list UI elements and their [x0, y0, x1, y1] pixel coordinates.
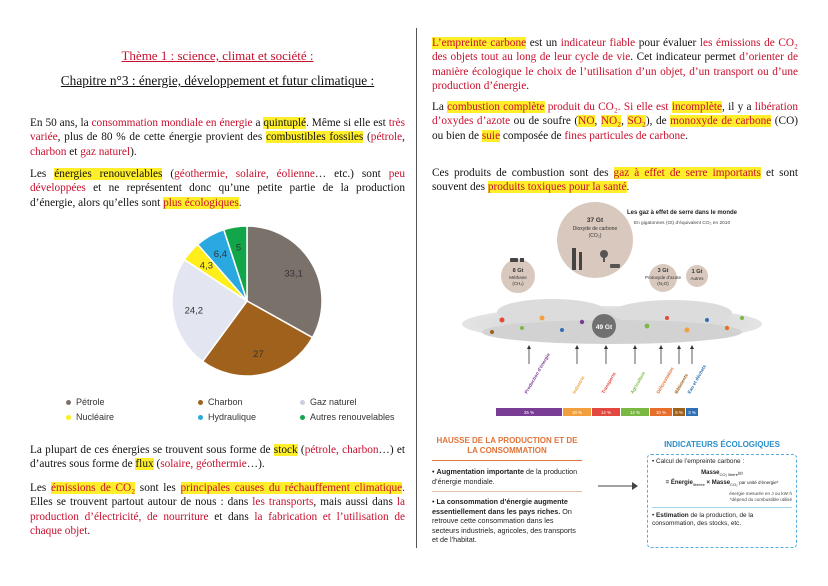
sector-pct-1: 25 % [523, 410, 535, 416]
formula-note-1: énergie mesurée en J ou kW·h [729, 491, 792, 497]
carbon-formula: Masse$_{CO_2 libéré}$(g) = Énergie$_{libérée}$ × Masse$_{CO_2}$ par unité d’énergie* [665, 470, 779, 488]
ch4-name: Méthane [509, 275, 527, 280]
energy-mix-pie-chart [30, 224, 405, 384]
box-right-sep [652, 507, 792, 508]
sector-pct-2: 18 % [571, 410, 583, 416]
sector-pct-4: 14 % [629, 410, 641, 416]
chapter-title: Chapitre n°3 : énergie, développement et futur climatique : [60, 73, 375, 88]
sector-pct-5: 10 % [655, 410, 667, 416]
pie-label-4: 4,3 [199, 260, 213, 272]
pie-label-2: 27 [253, 348, 264, 360]
paragraph-renewables: Les énergies renouvelables (géothermie, solaire, éolienne… etc.) sont peu développées et ne représentent donc qu’une petite partie de la production d’énergie, alors qu’elles sont plus écologiques. [30, 168, 405, 209]
co2-bubble [557, 202, 633, 278]
paragraph-carbon-footprint: L’empreinte carbone est un indicateur fiable pour évaluer les émissions de CO₂ des objets tout au long de leur cycle de vie. Cet indicateur permet d’orienter de manière écologique le choix de l’utilisation d’un objet, d’un transport ou d’une production d’énergie. [432, 37, 798, 93]
legend-label: Gaz naturel [310, 397, 357, 407]
legend-label: Nucléaire [76, 412, 115, 422]
car-icon [610, 264, 620, 268]
legend-item-3 [300, 397, 357, 407]
n2o-formula: (N₂O) [657, 281, 669, 286]
legend-swatch [300, 400, 305, 405]
sector-arrowhead-4 [633, 345, 637, 349]
ghg-infographic [432, 200, 798, 422]
legend-item-1 [66, 397, 105, 407]
paragraph-combustion-products: Ces produits de combustion sont des gaz à effet de serre importants et sont souvent des produits toxiques pour la santé. [432, 167, 798, 194]
legend-item-6 [300, 412, 395, 422]
sector-pct-6: 6 % [675, 410, 683, 416]
theme-title: Thème 1 : science, climat et société : [121, 48, 314, 63]
ch4-value: 8 Gt [512, 268, 524, 274]
box-right-frame [647, 454, 797, 548]
legend-item-2 [198, 397, 243, 407]
paragraph-stock-flux: La plupart de ces énergies se trouvent sous forme de stock (pétrole, charbon…) et d’autres sous forme de flux (solaire, géothermie…). [30, 444, 405, 471]
total-value: 49 Gt [595, 324, 613, 331]
sector-group [496, 345, 707, 416]
legend-label: Pétrole [76, 397, 105, 407]
co2-formula: (CO₂) [588, 233, 602, 239]
sector-name-1: Production d’énergie [523, 352, 551, 395]
legend-swatch [66, 400, 71, 405]
legend-swatch [198, 415, 203, 420]
sector-name-5: Déforestation [655, 366, 675, 395]
n2o-value: 3 Gt [657, 268, 669, 274]
paragraph-co2-emissions: Les émissions de CO₂ sont les principales causes du réchauffement climatique. Elles se trouvent partout autour de nous : dans les transports, mais aussi dans la production d’électricité, de nourriture et dans la fabrication et l’utilisation de chaque objet. [30, 482, 405, 538]
other-value: 1 Gt [691, 269, 703, 275]
legend-swatch [198, 400, 203, 405]
formula-note-2: *dépend du combustible utilisé [729, 497, 792, 503]
legend-label: Hydraulique [208, 412, 257, 422]
ghg-subtitle: En gigatonnes (Gt) d’équivalent CO₂ en 2010 [633, 221, 731, 226]
other-name: Autres [690, 276, 704, 281]
pie-label-5: 6,4 [213, 249, 228, 261]
ghg-title: Les gaz à effet de serre dans le monde [626, 210, 738, 216]
sector-name-6: Bâtiments [673, 372, 689, 395]
sector-arrowhead-5 [659, 345, 663, 349]
pie-label-3: 24,2 [184, 305, 204, 317]
box-left-title: HAUSSE DE LA PRODUCTION ET DE LA CONSOMMATION [436, 436, 578, 455]
paragraph-energy-consumption: En 50 ans, la consommation mondiale en énergie a quintuplé. Même si elle est très variée, plus de 80 % de cette énergie provient des combustibles fossiles (pétrole, charbon et gaz naturel). [30, 117, 405, 158]
n2o-name: Protoxyde d’azote [644, 275, 682, 280]
sector-name-2: Industrie [571, 375, 586, 395]
sector-arrowhead-7 [690, 345, 694, 349]
legend-label: Charbon [208, 397, 243, 407]
legend-item-4 [66, 412, 114, 422]
sector-pct-3: 14 % [600, 410, 612, 416]
pie-label-6: 5 [235, 242, 242, 254]
box-left-bullet-1: • Augmentation importante de la production d’énergie mondiale. [432, 467, 578, 486]
legend-label: Autres renouvelables [310, 412, 395, 422]
sector-arrowhead-1 [527, 345, 531, 349]
legend-swatch [300, 415, 305, 420]
sector-name-7: Eau et déchets [686, 363, 708, 395]
calc-label: • Calcul de l’empreinte carbone : [652, 458, 745, 465]
sector-pct-7: 3 % [688, 410, 696, 416]
box-right-bullet-2: • Estimation de la production, de la consommation, des stocks, etc. [652, 512, 754, 528]
sector-arrowhead-6 [677, 345, 681, 349]
ecological-indicators-box [647, 440, 797, 552]
production-consumption-box [432, 436, 582, 556]
co2-name: Dioxyde de carbone [572, 226, 618, 232]
arrow-icon [598, 480, 638, 492]
sector-arrowhead-3 [604, 345, 608, 349]
legend-item-5 [198, 412, 256, 422]
cow-icon [510, 258, 524, 262]
box-left-rule [432, 460, 582, 461]
box-left-bullet-2: • La consommation d’énergie augmente essentiellement dans les pays riches. On retrouve cette consommation dans les secteurs industriels, agricoles, des transports et de l’habitat. [432, 497, 576, 544]
sector-arrowhead-2 [575, 345, 579, 349]
co2-value: 37 Gt [586, 217, 604, 224]
sector-name-4: Agriculture [629, 370, 647, 395]
paragraph-combustion: La combustion complète produit du CO₂. Si elle est incomplète, il y a libération d’oxydes d’azote ou de soufre (NO, NO₂, SO₂), de monoxyde de carbone (CO) ou bien de suie composée de fines particules de carbone. [432, 101, 799, 142]
box-right-title: INDICATEURS ÉCOLOGIQUES [664, 440, 780, 449]
legend-swatch [66, 415, 71, 420]
column-divider [416, 28, 417, 548]
pie-label-1: 33,1 [284, 268, 303, 280]
sector-name-3: Transports [600, 371, 617, 395]
box-left-sep [432, 491, 582, 492]
ch4-formula: (CH₄) [512, 281, 524, 286]
